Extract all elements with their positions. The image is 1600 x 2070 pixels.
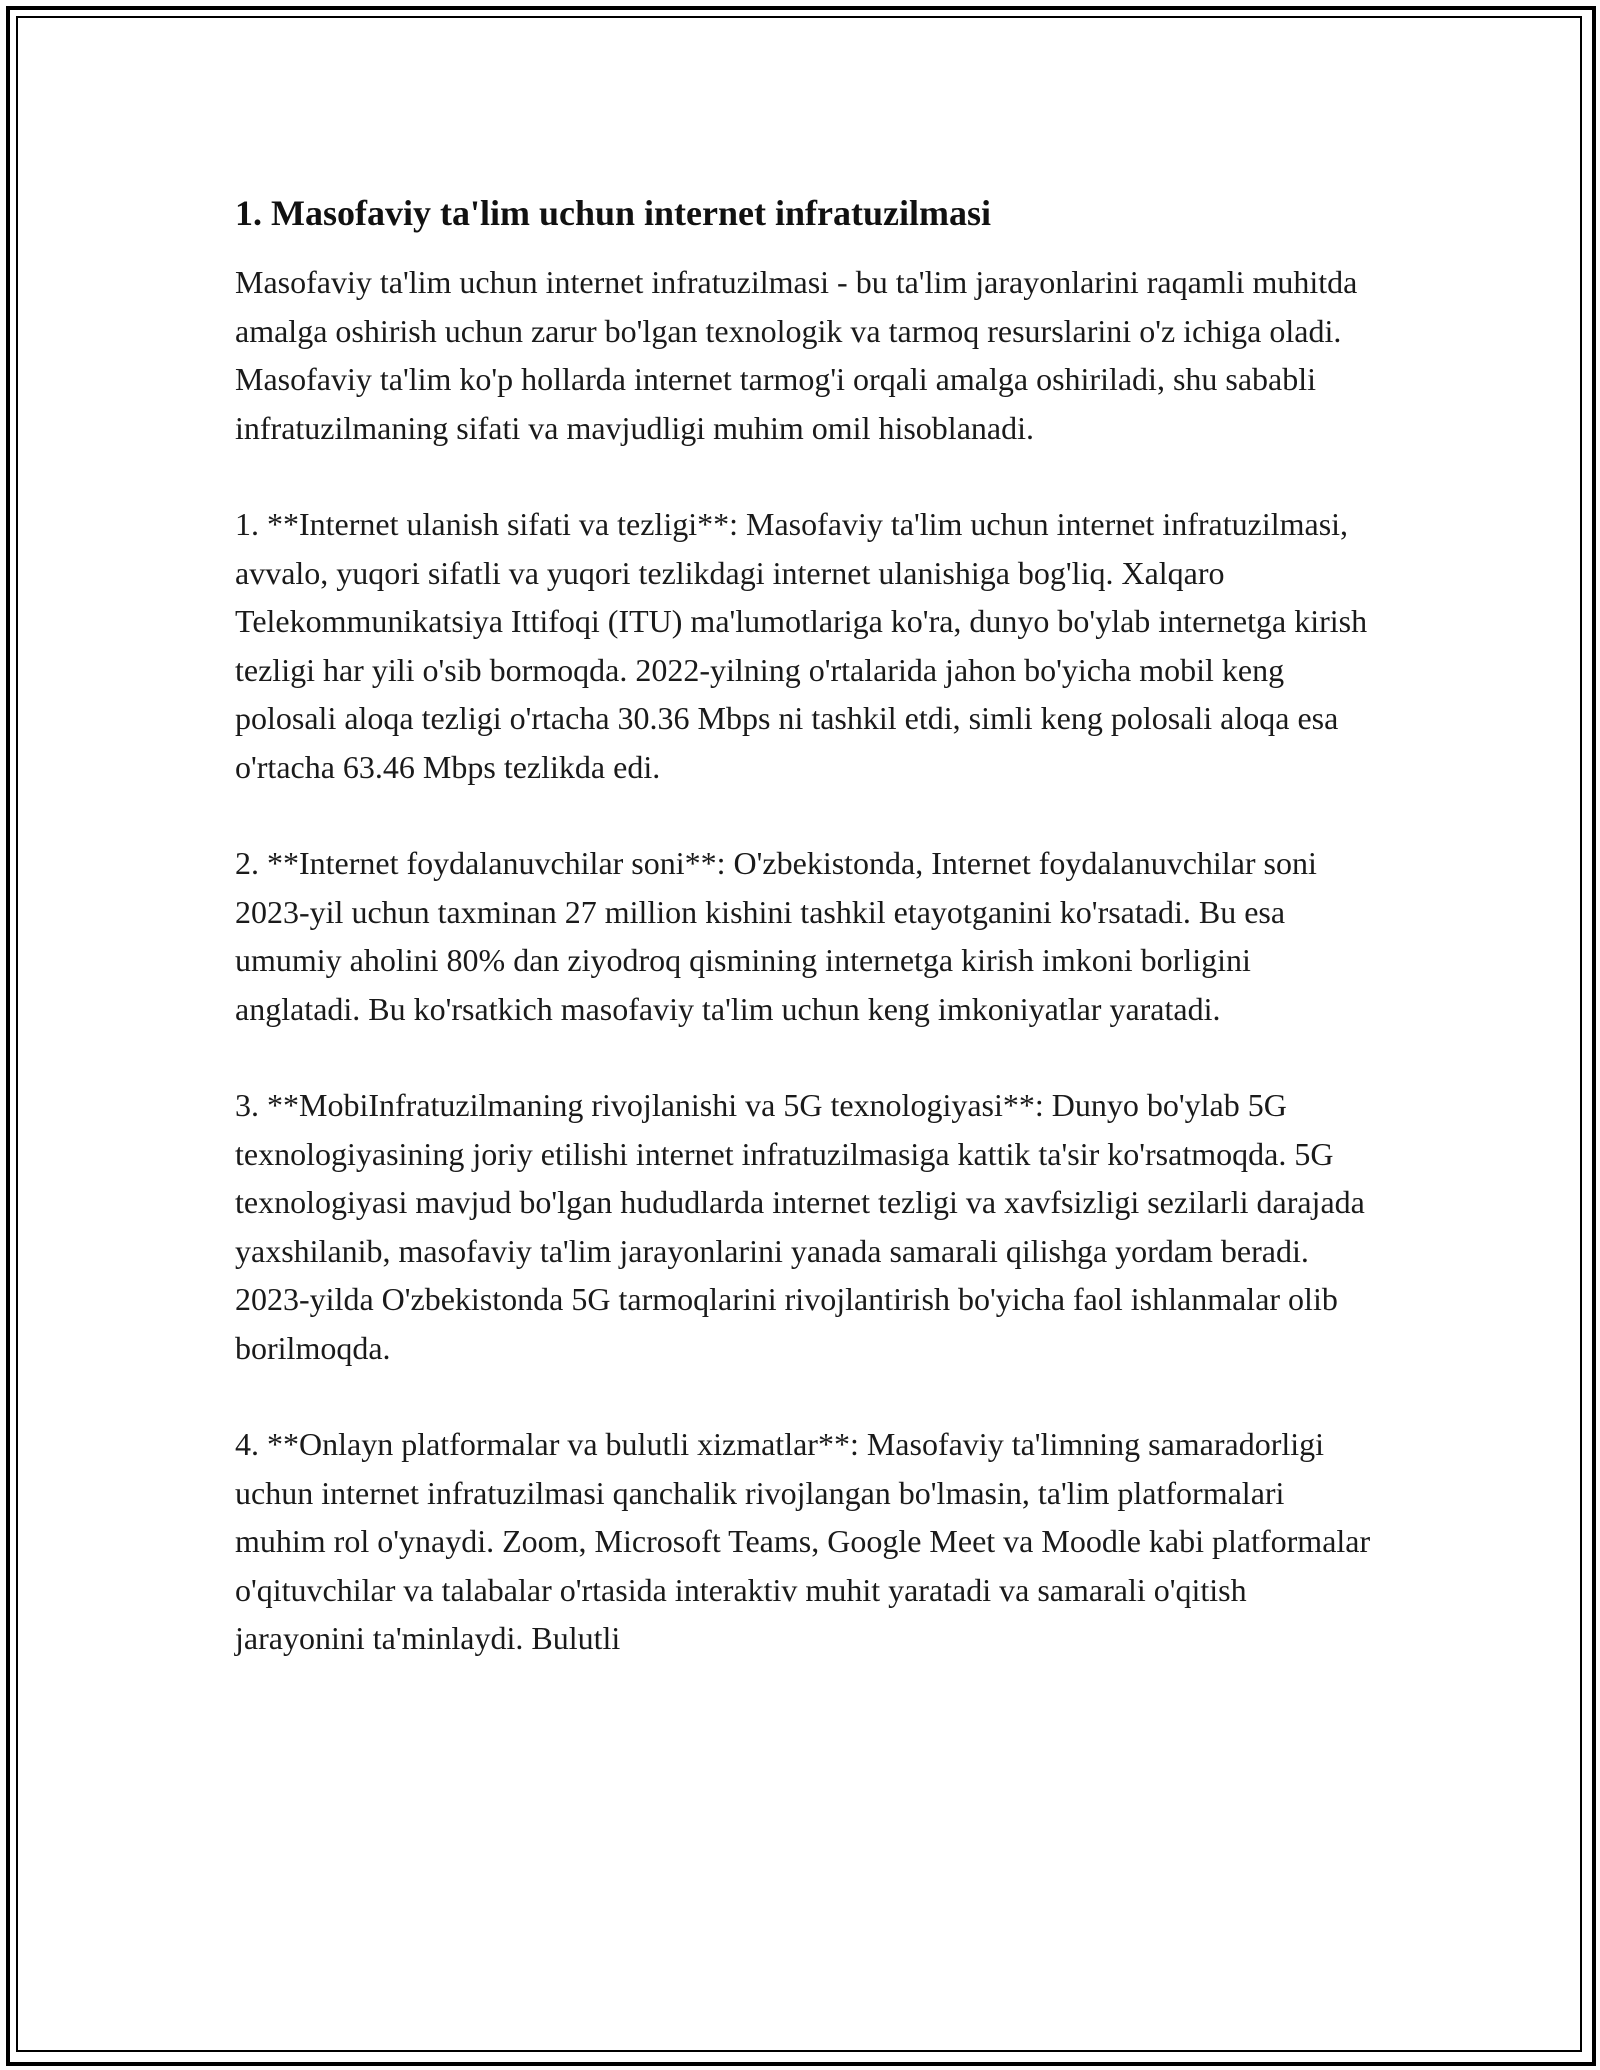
paragraph-internet-speed: 1. **Internet ulanish sifati va tezligi**: Masofaviy ta'lim uchun internet infratuzilmasi, avvalo, yuqori sifatli va yuqori tezlikdagi internet ulanishiga bog'liq. Xalqaro Telekommunikatsiya Ittifoqi (ITU) ma'lumotlariga ko'ra, dunyo bo'ylab internetga kirish tezligi har yili o'sib bormoqda. 2022-yilning o'rtalarida jahon bo'yicha mobil keng polosali aloqa tezligi o'rtacha 30.36 Mbps ni tashkil etdi, simli keng polosali aloqa esa o'rtacha 63.46 Mbps tezlikda edi. [235,506,1368,785]
document-body [235,188,1375,1711]
paragraph-internet-users: 2. **Internet foydalanuvchilar soni**: O'zbekistonda, Internet foydalanuvchilar soni 2023-yil uchun taxminan 27 million kishini tashkil etayotganini ko'rsatadi. Bu esa umumiy aholini 80% dan ziyodroq qismining internetga kirish imkoni borligini anglatadi. Bu ko'rsatkich masofaviy ta'lim uchun keng imkoniyatlar yaratadi. [235,845,1317,1027]
paragraph-5g-technology: 3. **MobiInfratuzilmaning rivojlanishi va 5G texnologiyasi**: Dunyo bo'ylab 5G texnologiyasining joriy etilishi internet infratuzilmasiga kattik ta'sir ko'rsatmoqda. 5G texnologiyasi mavjud bo'lgan hududlarda internet tezligi va xavfsizligi sezilarli darajada yaxshilanib, masofaviy ta'lim jarayonlarini yanada samarali qilishga yordam beradi. 2023-yilda O'zbekistonda 5G tarmoqlarini rivojlantirish bo'yicha faol ishlanmalar olib borilmoqda. [235,1087,1365,1366]
document-title: 1. Masofaviy ta'lim uchun internet infratuzilmasi [235,193,991,233]
paragraph-online-platforms: 4. **Onlayn platformalar va bulutli xizmatlar**: Masofaviy ta'limning samaradorligi uchun internet infratuzilmasi qanchalik rivojlangan bo'lmasin, ta'lim platformalari muhim rol o'ynaydi. Zoom, Microsoft Teams, Google Meet va Moodle kabi platformalar o'qituvchilar va talabalar o'rtasida interaktiv muhit yaratadi va samarali o'qitish jarayonini ta'minlaydi. Bulutli [235,1426,1371,1656]
paragraph-intro: Masofaviy ta'lim uchun internet infratuzilmasi - bu ta'lim jarayonlarini raqamli muhitda amalga oshirish uchun zarur bo'lgan texnologik va tarmoq resurslarini o'z ichiga oladi. Masofaviy ta'lim ko'p hollarda internet tarmog'i orqali amalga oshiriladi, shu sababli infratuzilmaning sifati va mavjudligi muhim omil hisoblanadi. [235,264,1358,446]
